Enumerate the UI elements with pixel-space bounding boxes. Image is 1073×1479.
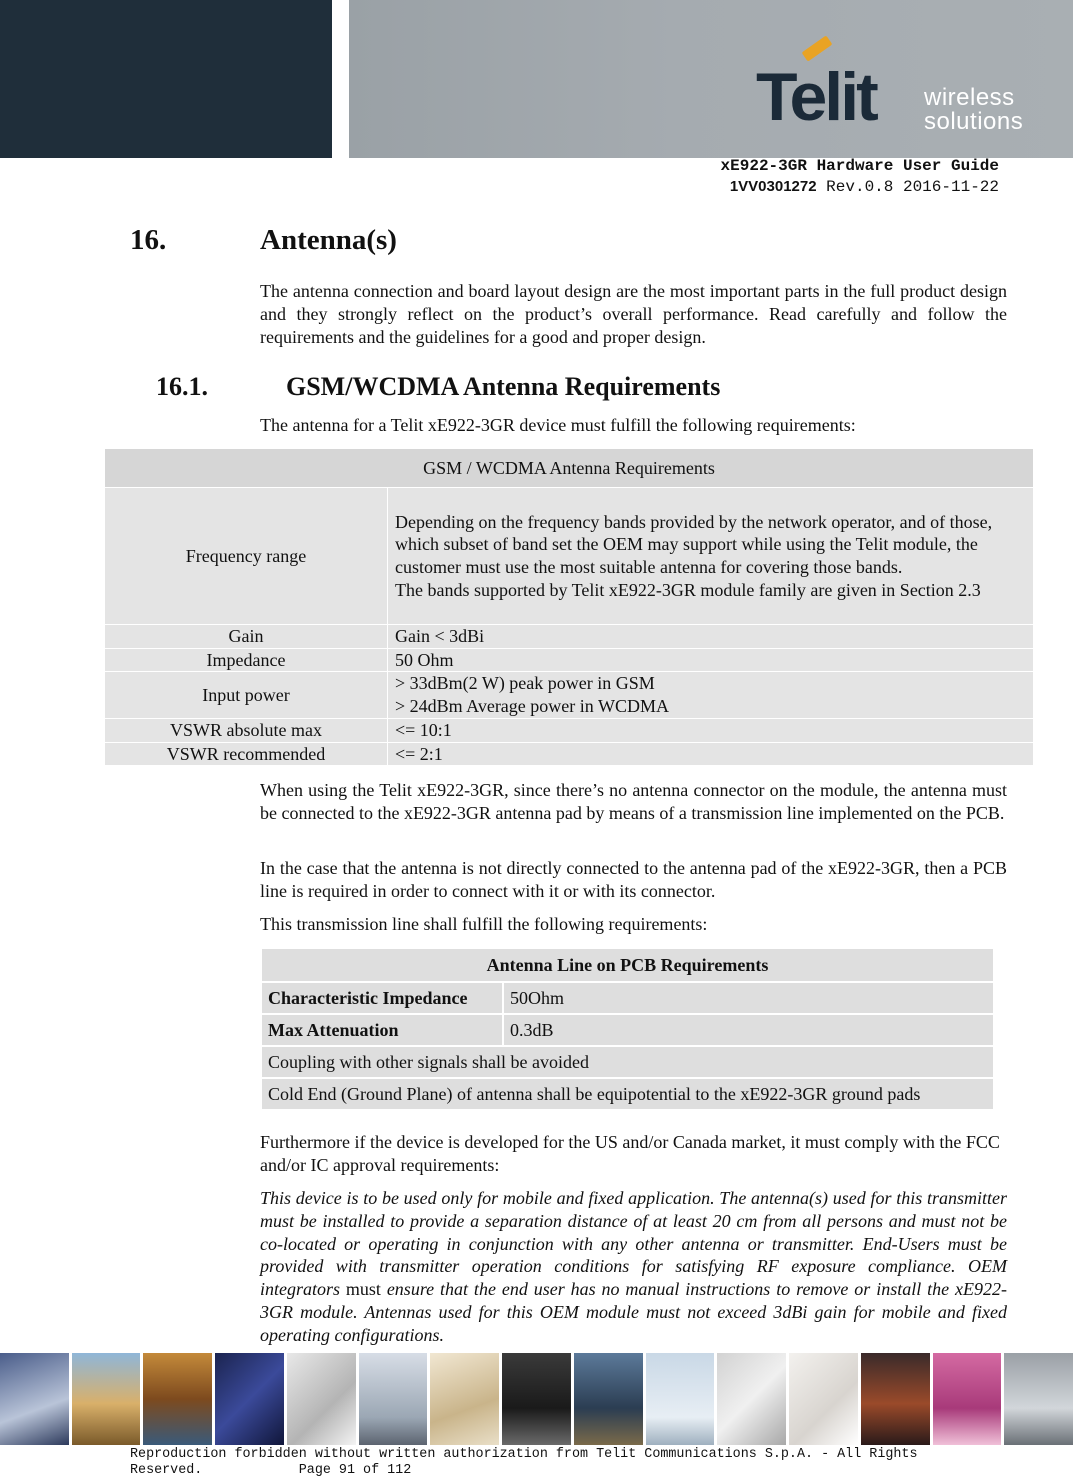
row-value: <= 10:1 bbox=[388, 718, 1034, 742]
row-value: Gain < 3dBi bbox=[388, 625, 1034, 649]
row-label: Impedance bbox=[105, 648, 388, 672]
table-row bbox=[261, 1014, 994, 1046]
row-value: <= 2:1 bbox=[388, 742, 1034, 766]
table-note: Cold End (Ground Plane) of antenna shall be equipotential to the xE922-3GR ground pads bbox=[261, 1078, 994, 1110]
row-value-line: > 24dBm Average power in WCDMA bbox=[395, 696, 669, 717]
row-value: 50 Ohm bbox=[388, 648, 1034, 672]
row-label: VSWR absolute max bbox=[105, 718, 388, 742]
section-number: 16. bbox=[130, 224, 167, 256]
row-value: 50Ohm bbox=[503, 982, 994, 1014]
paragraph-transmission-line: When using the Telit xE922-3GR, since there’s no antenna connector on the module, the antenna must be connected to the xE922-3GR antenna pad by means of a transmission line implemented on the PCB. bbox=[260, 780, 1007, 823]
photo-cars-image bbox=[0, 1353, 69, 1445]
photo-cards-image bbox=[430, 1353, 499, 1445]
logo-tagline-line1: wireless bbox=[924, 84, 1015, 111]
fcc-statement-emphasis: must bbox=[345, 1279, 381, 1300]
row-value bbox=[388, 672, 1034, 718]
row-label: Max Attenuation bbox=[261, 1014, 503, 1046]
table-header: GSM / WCDMA Antenna Requirements bbox=[105, 449, 1034, 488]
table-header: Antenna Line on PCB Requirements bbox=[261, 948, 994, 982]
row-label: VSWR recommended bbox=[105, 742, 388, 766]
row-value-line: The bands supported by Telit xE922-3GR module family are given in Section 2.3 bbox=[395, 579, 981, 600]
paragraph-fcc-statement bbox=[260, 1187, 1007, 1347]
gsm-wcdma-requirements-table bbox=[104, 448, 1034, 766]
table-row bbox=[105, 718, 1034, 742]
photo-device-image bbox=[502, 1353, 571, 1445]
paragraph-pcb-line: In the case that the antenna is not directly connected to the antenna pad of the xE922-3GR, then a PCB line is required in order to connect with it or with its connector. bbox=[260, 858, 1007, 901]
photo-clock-display-image bbox=[215, 1353, 284, 1445]
table-header-row bbox=[105, 449, 1034, 488]
telit-logo bbox=[752, 40, 1042, 140]
header-dark-panel bbox=[0, 0, 332, 158]
logo-wordmark: Telit bbox=[756, 59, 876, 135]
document-revision-date: Rev.0.8 2016-11-22 bbox=[816, 178, 999, 196]
table-row bbox=[105, 742, 1034, 766]
table-row bbox=[261, 1046, 994, 1078]
photo-signpost-image bbox=[72, 1353, 141, 1445]
footer-photo-strip bbox=[0, 1353, 1073, 1445]
table-row bbox=[105, 488, 1034, 625]
row-value: 0.3dB bbox=[503, 1014, 994, 1046]
paragraph-fcc-requirements: Furthermore if the device is developed for the US and/or Canada market, it must comply with the FCC and/or IC approval requirements: bbox=[260, 1132, 1000, 1175]
row-value bbox=[388, 488, 1034, 625]
antenna-line-pcb-table bbox=[260, 947, 995, 1111]
logo-accent-mark bbox=[802, 35, 833, 61]
table-row bbox=[105, 672, 1034, 718]
subsection-number: 16.1. bbox=[156, 372, 208, 401]
subsection-intro: The antenna for a Telit xE922-3GR device must fulfill the following requirements: bbox=[260, 415, 856, 435]
row-value-line: Depending on the frequency bands provided by the network operator, and of those, which subset of band set the OEM may support while using the Telit module, the customer must use the most suitable antenna for covering those bands. bbox=[395, 511, 993, 577]
row-value-line: > 33dBm(2 W) peak power in GSM bbox=[395, 673, 655, 694]
section-title: Antenna(s) bbox=[260, 224, 397, 256]
table-note: Coupling with other signals shall be avoided bbox=[261, 1046, 994, 1078]
photo-wind-turbines-image bbox=[646, 1353, 715, 1445]
photo-meter-image bbox=[717, 1353, 786, 1445]
logo-tagline-line2: solutions bbox=[924, 108, 1024, 135]
photo-sheet-image bbox=[789, 1353, 858, 1445]
document-title: xE922-3GR Hardware User Guide bbox=[720, 157, 999, 175]
table-row bbox=[105, 625, 1034, 649]
logo-tagline bbox=[924, 86, 1023, 134]
fcc-statement-part2: ensure that the end user has no manual instructions to remove or install the xE922-3GR module. Antennas used for this OEM module must not exceed 3dBi gain for mobile and fixed operating configurations. bbox=[260, 1279, 1007, 1345]
photo-products-image bbox=[933, 1353, 1002, 1445]
photo-camera-image bbox=[1004, 1353, 1073, 1445]
row-label: Gain bbox=[105, 625, 388, 649]
page-footer bbox=[130, 1447, 918, 1479]
table-row bbox=[261, 1078, 994, 1110]
photo-keyboard-image bbox=[287, 1353, 356, 1445]
subsection-title: GSM/WCDMA Antenna Requirements bbox=[286, 372, 721, 401]
row-label: Characteristic Impedance bbox=[261, 982, 503, 1014]
photo-station-image bbox=[861, 1353, 930, 1445]
table-row bbox=[105, 648, 1034, 672]
paragraph-line-requirements: This transmission line shall fulfill the following requirements: bbox=[260, 914, 708, 934]
fcc-statement-part1: This device is to be used only for mobile and fixed application. The antenna(s) used for this transmitter must be installed to provide a separation distance of at least 20 cm from all persons and must not be co-located or operating in conjunction with any other antenna or transmitter. End-Users must be provided with transmitter operation conditions for satisfying RF exposure compliance. OEM integrators bbox=[260, 1188, 1007, 1300]
section-intro: The antenna connection and board layout design are the most important parts in the full product design and they strongly reflect on the product’s overall performance. Read carefully and follow the requirements and the guidelines for a good and proper design. bbox=[260, 281, 1007, 347]
photo-vending-image bbox=[574, 1353, 643, 1445]
photo-cyclist-image bbox=[359, 1353, 428, 1445]
photo-containers-image bbox=[143, 1353, 212, 1445]
table-header-row bbox=[261, 948, 994, 982]
document-reference bbox=[730, 178, 999, 196]
document-code: 1VV0301272 bbox=[729, 178, 817, 195]
row-label: Input power bbox=[105, 672, 388, 718]
footer-copyright: Reproduction forbidden without written authorization from Telit Communications S.p.A. - All Rights bbox=[130, 1447, 918, 1462]
table-row bbox=[261, 982, 994, 1014]
footer-page-number: Reserved. Page 91 of 112 bbox=[130, 1463, 412, 1478]
row-label: Frequency range bbox=[105, 488, 388, 625]
